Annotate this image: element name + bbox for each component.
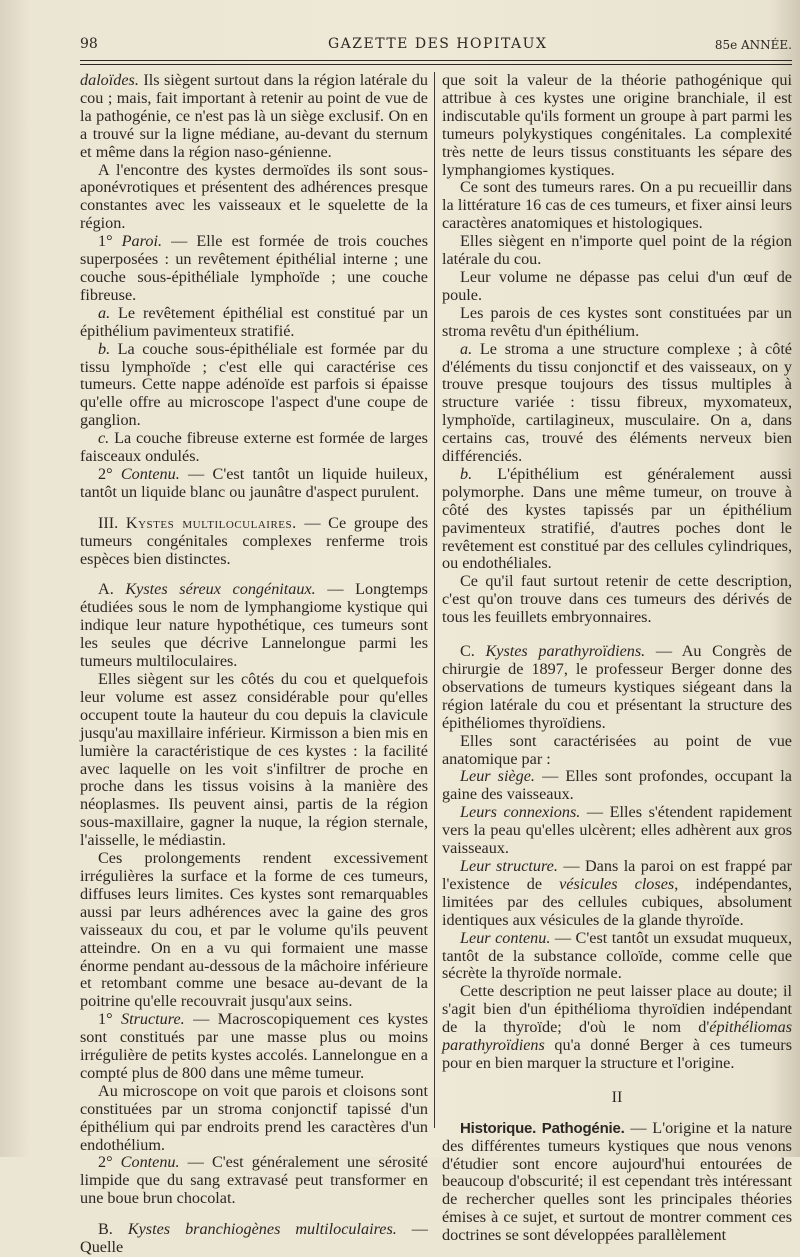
paragraph: Au microscope on voit que parois et cloisons sont constituées par un stroma conjonctif tapissé d'un épithélium qui par endroits prend les caractères d'un endothélium. <box>80 1081 428 1154</box>
paragraph: Les parois de ces kystes sont constituées par un stroma revêtu d'un épithélium. <box>442 303 792 340</box>
page-number: 98 <box>80 36 98 52</box>
paragraph: Elles sont caractérisées au point de vue anatomique par : <box>442 731 792 768</box>
paragraph: Historique. Pathogénie. — L'origine et la nature des différentes tumeurs kystiques que nous venons d'étudier sont encore aujourd'hui entourées de beaucoup d'obscurité; il est cependant très intéressant de rechercher quelles sont les principales théories émises à ce sujet, et surtout de montrer comment ces doctrines se sont développées parallèlement <box>442 1118 793 1245</box>
left-column <box>80 71 429 1257</box>
paragraph: a. Le revêtement épithélial est constitué par un épithélium pavimenteux stratifié. <box>80 303 428 340</box>
paragraph: A. Kystes séreux congénitaux. — Longtemps étudiées sous le nom de lymphangiome kystique qui indique leur nature hypothétique, ces tumeurs sont les seules que décrive Lannelongue parmi les tumeurs multiloculaires. <box>80 580 428 671</box>
paragraph: 1° Structure. — Macroscopiquement ces kystes sont constitués par une masse plus ou moins irrégulière de petits kystes accolés. Lannelongue en a compté plus de 800 dans une même tumeur. <box>80 1010 428 1082</box>
journal-title: GAZETTE DES HOPITAUX <box>328 36 548 52</box>
paragraph: Leur volume ne dépasse pas celui d'un œuf de poule. <box>442 267 792 304</box>
paragraph: Elles siègent sur les côtés du cou et quelquefois leur volume est assez considérable pour qu'elles occupent toute la hauteur du cou depuis la clavicule jusqu'au maxillaire inférieur. Kirmisson a bien mis en lumière la caractéristique de ces kystes : la facilité avec laquelle on les voit s'infiltrer de proche en proche dans les tissus voisins à la manière des néoplasmes. Ils peuvent ainsi, partis de la région sous-maxillaire, gagner la nuque, la région sternale, l'aisselle, le médiastin. <box>80 670 428 850</box>
paragraph: Leur structure. — Dans la paroi on est frappé par l'existence de vésicules closes, indépendantes, limitées par des cellules cubiques, absolument identiques aux vésicules de la glande thyroïde. <box>442 856 792 929</box>
paragraph: Leurs connexions. — Elles s'étendent rapidement vers la peau qu'elles ulcèrent; elles adhèrent aux gros vaisseaux. <box>442 803 793 858</box>
section-heading-paragraph: III. Kystes multiloculaires. — Ce groupe des tumeurs congénitales complexes renferme trois espèces bien distinctes. <box>80 513 429 568</box>
right-column <box>442 71 793 1245</box>
paragraph: daloïdes. Ils siègent surtout dans la région latérale du cou ; mais, fait important à retenir au point de vue de la pathogénie, ce n'est pas là un siège exclusif. On en a trouvé sur la ligne médiane, au-devant du sternum et même dans la région naso-génienne. <box>80 71 428 161</box>
paragraph: c. La couche fibreuse externe est formée de larges faisceaux ondulés. <box>80 429 428 466</box>
paragraph: A l'encontre des kystes dermoïdes ils sont sous-aponévrotiques et présentent des adhérences presque constantes avec les vaisseaux et le squelette de la région. <box>80 160 428 233</box>
column-divider <box>434 72 435 1128</box>
paragraph: Elles siègent en n'importe quel point de la région latérale du cou. <box>442 232 792 269</box>
paragraph: a. Le stroma a une structure complexe ; à côté d'éléments du tissu conjonctif et des vaisseaux, on y trouve presque toujours des tissus multiples à structure variée : tissu fibreux, myxomateux, lymphoïde, cartilagineux, musculaire. On a, dans certains cas, trouvé des éléments nerveux bien différenciés. <box>442 339 792 466</box>
paragraph: 2° Contenu. — C'est tantôt un liquide huileux, tantôt un liquide blanc ou jaunâtre d'aspect purulent. <box>80 464 428 501</box>
paragraph: 1° Paroi. — Elle est formée de trois couches superposées : un revêtement épithélial interne ; une couche sous-épithéliale lymphoïde ; une couche fibreuse. <box>80 232 428 304</box>
paragraph: Leur contenu. — C'est tantôt un exsudat muqueux, tantôt de la substance colloïde, comme celle que sécrète la thyroïde normale. <box>442 928 792 983</box>
paragraph: b. La couche sous-épithéliale est formée par du tissu lymphoïde ; c'est elle qui caractérise ces tumeurs. Cette nappe adénoïde est parfois si épaisse qu'elle offre au microscope l'aspect d'une coupe de ganglion. <box>80 339 428 430</box>
paragraph: que soit la valeur de la théorie pathogénique qui attribue à ces kystes une origine branchiale, il est indiscutable qu'ils forment un groupe à part parmi les tumeurs polykystiques congénitales. La complexité très nette de leurs tissus constituants les sépare des lymphangiomes kystiques. <box>442 71 792 179</box>
section-number: II <box>611 1087 623 1106</box>
paragraph: Cette description ne peut laisser place au doute; il s'agit bien d'un épithélioma thyroïdien indépendant de la thyroïde; d'où le nom d'épithéliomas parathyroïdiens qu'a donné Berger à ces tumeurs pour en bien marquer la structure et l'origine. <box>442 982 792 1072</box>
header-rule <box>80 60 792 61</box>
paragraph: Ces prolongements rendent excessivement irrégulières la surface et la forme de ces tumeurs, diffuses leurs limites. Ces kystes sont remarquables aussi par leurs adhérences avec la gaine des gros vaisseaux du cou, et par le volume qu'ils peuvent atteindre. On en a vu qui formaient une masse énorme pendant au-dessous de la mâchoire inférieure et retombant comme une besace au-devant de la poitrine qu'elle recouvrait jusqu'aux seins. <box>80 849 428 1011</box>
page-header <box>80 36 792 56</box>
paragraph: Leur siège. — Elles sont profondes, occupant la gaine des vaisseaux. <box>442 767 792 804</box>
paragraph: 2° Contenu. — C'est généralement une sérosité limpide que du sang extravasé peut transformer en une boue brun chocolat. <box>80 1153 428 1208</box>
paragraph: Ce qu'il faut surtout retenir de cette description, c'est qu'on trouve dans ces tumeurs des dérivés de tous les feuillets embryonnaires. <box>442 572 792 627</box>
header-rule-thin <box>80 64 792 65</box>
paragraph: b. L'épithélium est généralement aussi polymorphe. Dans une même tumeur, on trouve à côté des kystes tapissés par un épithélium pavimenteux stratifié, d'autres poches dont le revêtement est constitué par des cellules cylindriques, ou endothéliales. <box>442 464 792 573</box>
paragraph: B. Kystes branchiogènes multiloculaires. — Quelle <box>80 1220 428 1257</box>
paragraph: Ce sont des tumeurs rares. On a pu recueillir dans la littérature 16 cas de ces tumeurs, et fixer ainsi leurs caractères anatomiques et histologiques. <box>442 178 792 233</box>
volume-year: 85e ANNÉE. <box>714 38 792 52</box>
paragraph: C. Kystes parathyroïdiens. — Au Congrès de chirurgie de 1897, le professeur Berger donne des observations de tumeurs kystiques siégeant dans la région latérale du cou et présentant la structure des épithéliomes thyroïdiens. <box>442 642 792 732</box>
